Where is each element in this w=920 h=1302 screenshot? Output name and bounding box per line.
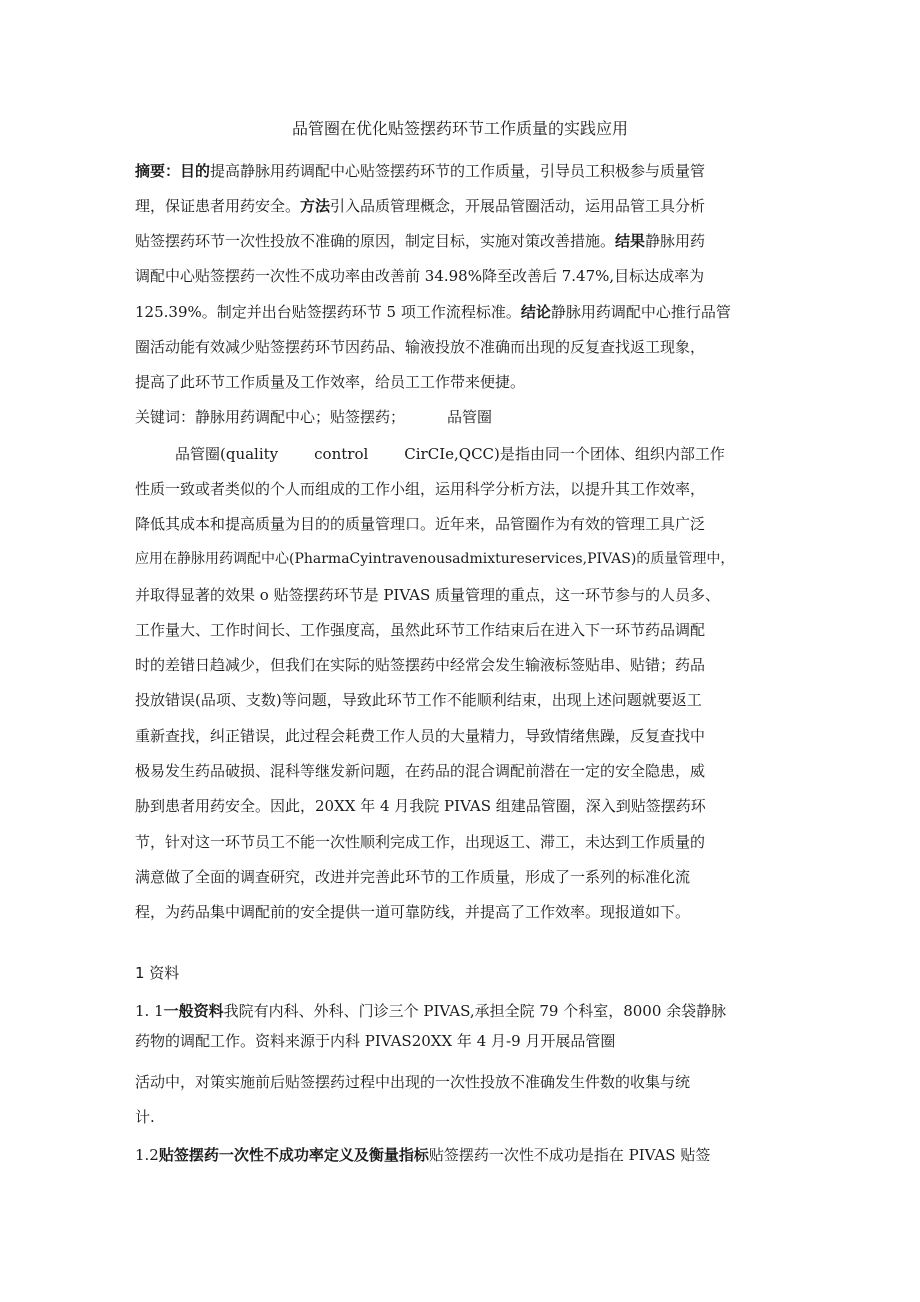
- conclusion-label: 结论: [520, 303, 551, 321]
- section-1-2-label: 贴签摆药一次性不成功率定义及衡量指标: [158, 1146, 429, 1164]
- section-1-1-line-4: 计.: [135, 1108, 155, 1126]
- intro-line-11: 胁到患者用药安全。因此，20XX 年 4 月我院 PIVAS 组建品管圈，深入到贴签摆药环: [135, 797, 706, 815]
- method-text-2: 贴签摆药环节一次性投放不准确的原因，制定目标，实施对策改善措施。: [135, 232, 616, 250]
- section-1-1-line-1: [135, 1000, 726, 1022]
- intro-line-12: 节，针对这一环节员工不能一次性顺利完成工作，出现返工、滞工，未达到工作质量的: [135, 833, 706, 851]
- result-label: 结果: [615, 232, 646, 250]
- result-text-3: 125.39%。制定并出台贴签摆药环节 5 项工作流程标准。: [135, 303, 521, 321]
- intro-line-2: 性质一致或者类似的个人而组成的工作小组，运用科学分析方法，以提升其工作效率，: [135, 480, 706, 498]
- objective-text-2: 理，保证患者用药安全。: [135, 197, 301, 215]
- keywords-label: 关键词：: [135, 408, 196, 426]
- abstract-label: 摘要：: [135, 162, 181, 180]
- conclusion-text: 静脉用药调配中心推行品管: [550, 303, 731, 321]
- intro-line-7: 时的差错日趋减少，但我们在实际的贴签摆药中经常会发生输液标签贴串、贴错；药品: [135, 656, 706, 674]
- abstract-line-1: [135, 160, 705, 182]
- keyword-2: 贴签摆药；: [330, 408, 406, 426]
- intro-line-1a: 品管圈(quality: [175, 445, 279, 463]
- keywords: [135, 406, 492, 428]
- intro-line-1: [175, 443, 725, 465]
- abstract-line-2: [135, 195, 705, 217]
- abstract-line-5: [135, 301, 731, 323]
- intro-line-8: 投放错误(品项、支数)等问题，导致此环节工作不能顺利结束，出现上述问题就要返工: [135, 691, 702, 709]
- conclusion-text-2: 圈活动能有效减少贴签摆药环节因药品、输液投放不准确而出现的反复查找返工现象，: [135, 338, 706, 356]
- intro-line-1b: control: [314, 445, 369, 463]
- section-1-1-line-2: 药物的调配工作。资料来源于内科 PIVAS20XX 年 4 月-9 月开展品管圈: [135, 1032, 616, 1050]
- section-1-2-number: 1.2: [135, 1146, 159, 1164]
- abstract-line-3: [135, 230, 705, 252]
- method-text: 引入品质管理概念，开展品管圈活动，运用品管工具分析: [330, 197, 706, 215]
- intro-line-1c: CirCIe,QCC)是指由同一个团体、组织内部工作: [404, 445, 725, 463]
- result-text-2: 调配中心贴签摆药一次性不成功率由改善前 34.98%降至改善后 7.47%,目标达成率为: [135, 267, 705, 285]
- method-label: 方法: [300, 197, 331, 215]
- intro-line-6: 工作量大、工作时间长、工作强度高，虽然此环节工作结束后在进入下一环节药品调配: [135, 621, 706, 639]
- keyword-3: 品管圈: [447, 408, 493, 426]
- intro-line-13: 满意做了全面的调查研究，改进并完善此环节的工作质量，形成了一系列的标准化流: [135, 868, 691, 886]
- conclusion-text-3: 提高了此环节工作质量及工作效率，给员工工作带来便捷。: [135, 373, 526, 391]
- intro-line-3: 降低其成本和提高质量为目的的质量管理口。近年来，品管圈作为有效的管理工具广泛: [135, 515, 706, 533]
- section-1-1-label: 一般资料: [163, 1002, 224, 1020]
- result-text: 静脉用药: [645, 232, 706, 250]
- section-1-heading: 1 资料: [135, 964, 180, 982]
- section-1-1-number: 1. 1: [135, 1002, 164, 1020]
- intro-line-14: 程，为药品集中调配前的安全提供一道可靠防线，并提高了工作效率。现报道如下。: [135, 903, 691, 921]
- intro-line-9: 重新查找，纠正错误，此过程会耗费工作人员的大量精力，导致情绪焦躁，反复查找中: [135, 727, 706, 745]
- intro-line-10: 极易发生药品破损、混科等继发新问题，在药品的混合调配前潜在一定的安全隐患，威: [135, 762, 706, 780]
- intro-line-4: 应用在静脉用药调配中心(PharmaCyintravenousadmixtureservices,PIVAS)的质量管理中，: [135, 551, 735, 567]
- section-1-1-text: 我院有内科、外科、门诊三个 PIVAS,承担全院 79 个科室，8000 余袋静脉: [223, 1002, 727, 1020]
- objective-text: 提高静脉用药调配中心贴签摆药环节的工作质量，引导员工积极参与质量管: [210, 162, 706, 180]
- objective-label: 目的: [180, 162, 211, 180]
- keyword-1: 静脉用药调配中心；: [195, 408, 331, 426]
- section-1-2-line-1: [135, 1144, 710, 1166]
- section-1-2-text: 贴签摆药一次性不成功是指在 PIVAS 贴签: [428, 1146, 711, 1164]
- page-title: 品管圈在优化贴签摆药环节工作质量的实践应用: [291, 119, 628, 138]
- section-1-1-line-3: 活动中，对策实施前后贴签摆药过程中出现的一次性投放不准确发生件数的收集与统: [135, 1073, 691, 1091]
- intro-line-5: 并取得显著的效果 o 贴签摆药环节是 PIVAS 质量管理的重点，这一环节参与的人员多、: [135, 586, 721, 604]
